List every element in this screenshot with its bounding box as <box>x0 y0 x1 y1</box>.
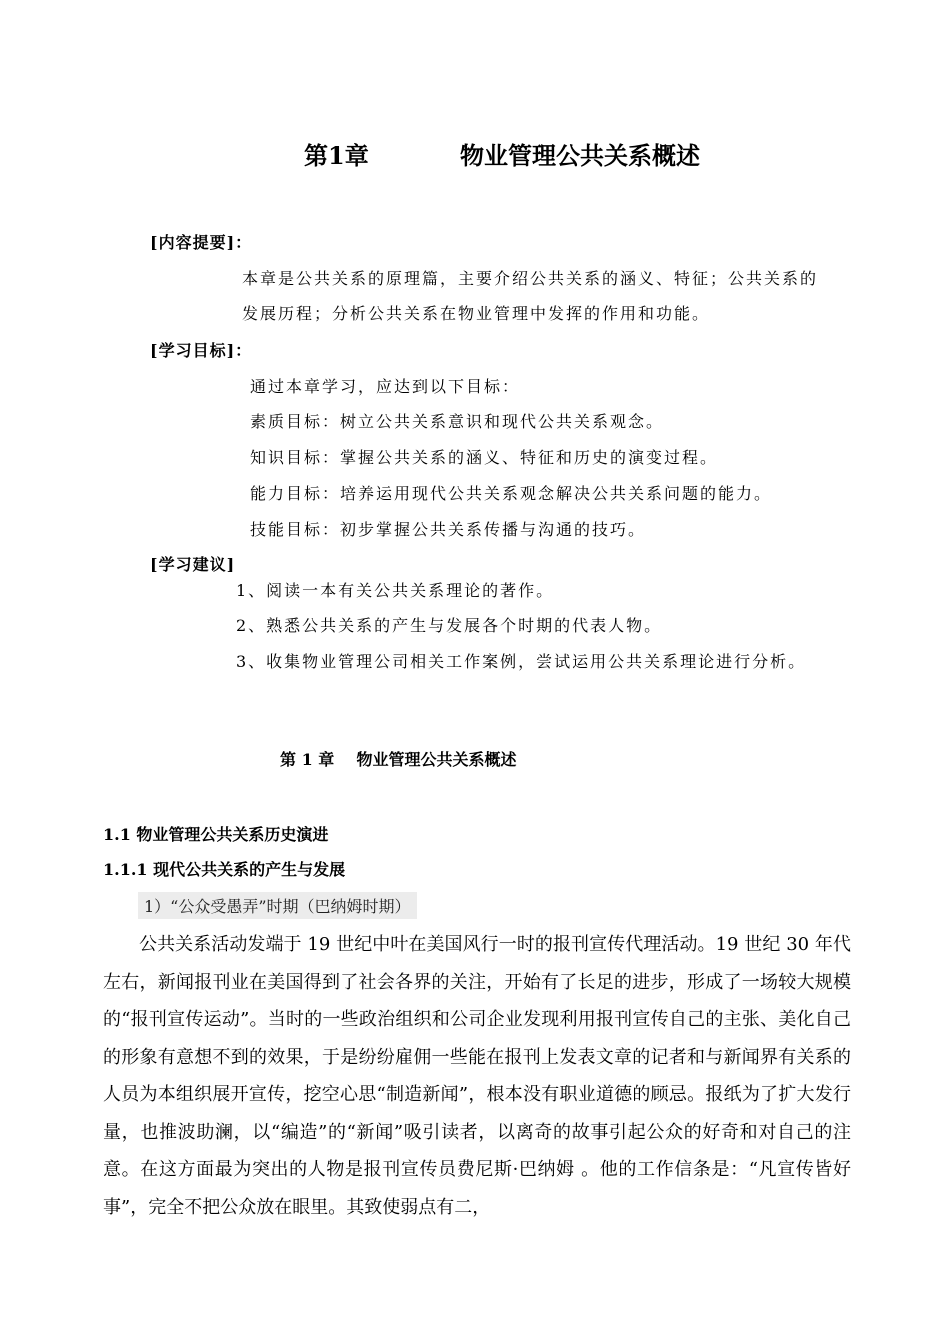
body-chapter-title: 第 1 章 物业管理公共关系概述 <box>280 750 517 769</box>
suggestion-item: 1、阅读一本有关公共关系理论的著作。 <box>236 581 555 600</box>
objectives-label: [学习目标]： <box>150 341 253 360</box>
objective-item: 能力目标：培养运用现代公共关系观念解决公共关系问题的能力。 <box>250 484 773 503</box>
chapter-name: 物业管理公共关系概述 <box>460 141 700 170</box>
section-heading-1-1: 1.1 物业管理公共关系历史演进 <box>103 825 329 844</box>
summary-line: 本章是公共关系的原理篇，主要介绍公共关系的涵义、特征；公共关系的 <box>242 269 819 288</box>
objectives-intro: 通过本章学习，应达到以下目标： <box>250 377 521 396</box>
era-heading: 1）“公众受愚弄”时期（巴纳姆时期） <box>138 892 417 919</box>
summary-line: 发展历程；分析公共关系在物业管理中发挥的作用和功能。 <box>242 304 711 323</box>
suggestions-label: [学习建议] <box>150 555 236 574</box>
suggestion-item: 2、熟悉公共关系的产生与发展各个时期的代表人物。 <box>236 616 663 635</box>
suggestion-item: 3、收集物业管理公司相关工作案例，尝试运用公共关系理论进行分析。 <box>236 652 807 671</box>
objective-item: 素质目标：树立公共关系意识和现代公共关系观念。 <box>250 412 665 431</box>
chapter-number: 第1章 <box>304 141 369 170</box>
objective-item: 知识目标：掌握公共关系的涵义、特征和历史的演变过程。 <box>250 448 719 467</box>
section-heading-1-1-1: 1.1.1 现代公共关系的产生与发展 <box>103 860 346 879</box>
body-paragraph: 公共关系活动发端于 19 世纪中叶在美国风行一时的报刊宣传代理活动。19 世纪 30 年代左右，新闻报刊业在美国得到了社会各界的关注，开始有了长足的进步，形成了一场较大规模的“报刊宣传运动”。当时的一些政治组织和公司企业发现利用报刊宣传自己的主张、美化自己的形象有意想不到的效果，于是纷纷雇佣一些能在报刊上发表文章的记者和与新闻界有关系的人员为本组织展开宣传，挖空心思“制造新闻”，根本没有职业道德的顾忌。报纸为了扩大发行量，也推波助澜，以“编造”的“新闻”吸引读者，以离奇的故事引起公众的好奇和对自己的注意。在这方面最为突出的人物是报刊宣传员费尼斯·巴纳姆 。他的工作信条是：“凡宣传皆好事”，完全不把公众放在眼里。其致使弱点有二， <box>103 934 851 1218</box>
summary-label: [内容提要]： <box>150 233 253 252</box>
objective-item: 技能目标：初步掌握公共关系传播与沟通的技巧。 <box>250 520 647 539</box>
